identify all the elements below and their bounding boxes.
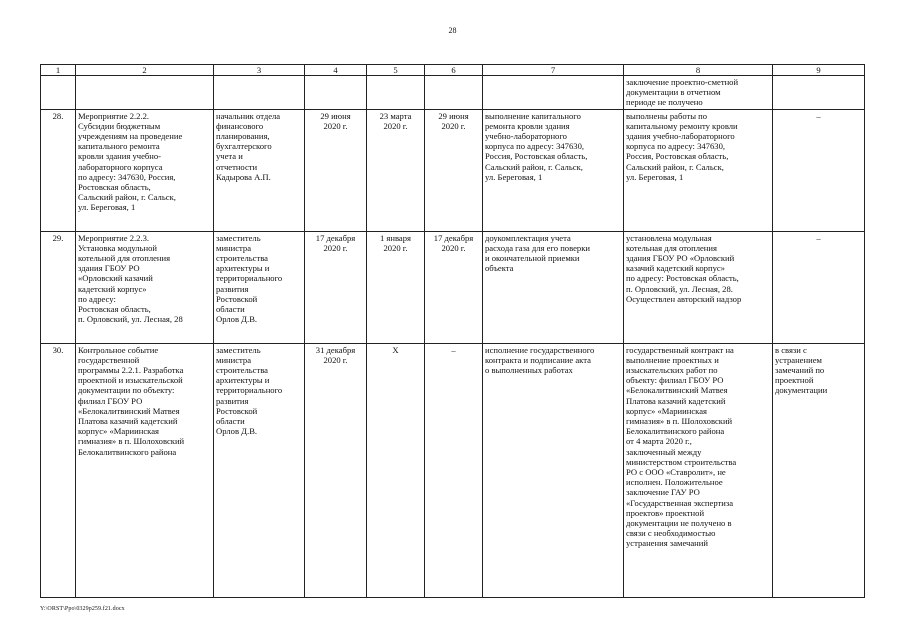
responsible: начальник отдела финансового планирования, бухгалтерского учета и отчетности Кадырова А.П. (214, 109, 305, 231)
page-number: 28 (448, 26, 457, 35)
date-start: 1 января 2020 г. (367, 231, 425, 343)
column-header: 9 (773, 65, 865, 76)
row-number: 29. (41, 231, 76, 343)
reason: в связи с устранением замечаний по проектной документации (773, 343, 865, 597)
reason: – (773, 231, 865, 343)
event-name: Мероприятие 2.2.2. Субсидии бюджетным учреждениям на проведение капитального ремонта кровли здания учебно- лабораторного корпуса по адресу: 347630, Россия, Ростовская область, Сальский район, г. Сальск, ул. Береговая, 1 (76, 109, 214, 231)
table-row (41, 343, 865, 597)
result-plan: выполнение капитального ремонта кровли здания учебно-лабораторного корпуса по адресу: 347630, Россия, Ростовская область, Сальский район, г. Сальск, ул. Береговая, 1 (483, 109, 624, 231)
date-start: X (367, 343, 425, 597)
date-plan: 29 июня 2020 г. (305, 109, 367, 231)
column-header: 7 (483, 65, 624, 76)
result-plan: исполнение государственного контракта и подписание акта о выполненных работах (483, 343, 624, 597)
row-number: 30. (41, 343, 76, 597)
column-header: 5 (367, 65, 425, 76)
date-start: 23 марта 2020 г. (367, 109, 425, 231)
column-header: 2 (76, 65, 214, 76)
column-header: 1 (41, 65, 76, 76)
event-name: Мероприятие 2.2.3. Установка модульной котельной для отопления здания ГБОУ РО «Орловский казачий кадетский корпус» по адресу: Ростовская область, п. Орловский, ул. Лесная, 28 (76, 231, 214, 343)
date-plan: 31 декабря 2020 г. (305, 343, 367, 597)
row-number: 28. (41, 109, 76, 231)
report-table (40, 64, 865, 598)
date-end: – (425, 343, 483, 597)
date-end: 17 декабря 2020 г. (425, 231, 483, 343)
column-header: 8 (624, 65, 773, 76)
table-row (41, 109, 865, 231)
continuation-text: заключение проектно-сметной документации в отчетном периоде не получено (624, 76, 773, 110)
date-end: 29 июня 2020 г. (425, 109, 483, 231)
date-plan: 17 декабря 2020 г. (305, 231, 367, 343)
continuation-row (41, 76, 865, 110)
result-fact: государственный контракт на выполнение проектных и изыскательских работ по объекту: филиал ГБОУ РО «Белокалитвинский Матвея Платова казачий кадетский корпус» «Мариинская гимназия» в п. Шолоховский Белокалитвинского района от 4 марта 2020 г., заключенный между министерством строительства РО с ООО «Ставролит», не исполнен. Положительное заключение ГАУ РО «Государственная экспертиза проектов» проектной документации не получено в связи с необходимостью устранения замечаний (624, 343, 773, 597)
header-row (41, 65, 865, 76)
result-fact: установлена модульная котельная для отопления здания ГБОУ РО «Орловский казачий кадетский корпус» по адресу: Ростовская область, п. Орловский, ул. Лесная, 28. Осуществлен авторский надзор (624, 231, 773, 343)
result-fact: выполнены работы по капитальному ремонту кровли здания учебно-лабораторного корпуса по адресу: 347630, Россия, Ростовская область, Сальский район, г. Сальск, ул. Береговая, 1 (624, 109, 773, 231)
reason: – (773, 109, 865, 231)
column-header: 3 (214, 65, 305, 76)
result-plan: доукомплектация учета расхода газа для его поверки и окончательной приемки объекта (483, 231, 624, 343)
column-header: 4 (305, 65, 367, 76)
footer-file-path: Y:\ORST\Ppo\0329p259.f21.docx (40, 606, 125, 612)
responsible: заместитель министра строительства архитектуры и территориального развития Ростовской области Орлов Д.В. (214, 231, 305, 343)
column-header: 6 (425, 65, 483, 76)
table-row (41, 231, 865, 343)
event-name: Контрольное событие государственной программы 2.2.1. Разработка проектной и изыскательской документации по объекту: филиал ГБОУ РО «Белокалитвинский Матвея Платова казачий кадетский корпус» «Мариинская гимназия» в п. Шолоховский Белокалитвинского района (76, 343, 214, 597)
responsible: заместитель министра строительства архитектуры и территориального развития Ростовской области Орлов Д.В. (214, 343, 305, 597)
